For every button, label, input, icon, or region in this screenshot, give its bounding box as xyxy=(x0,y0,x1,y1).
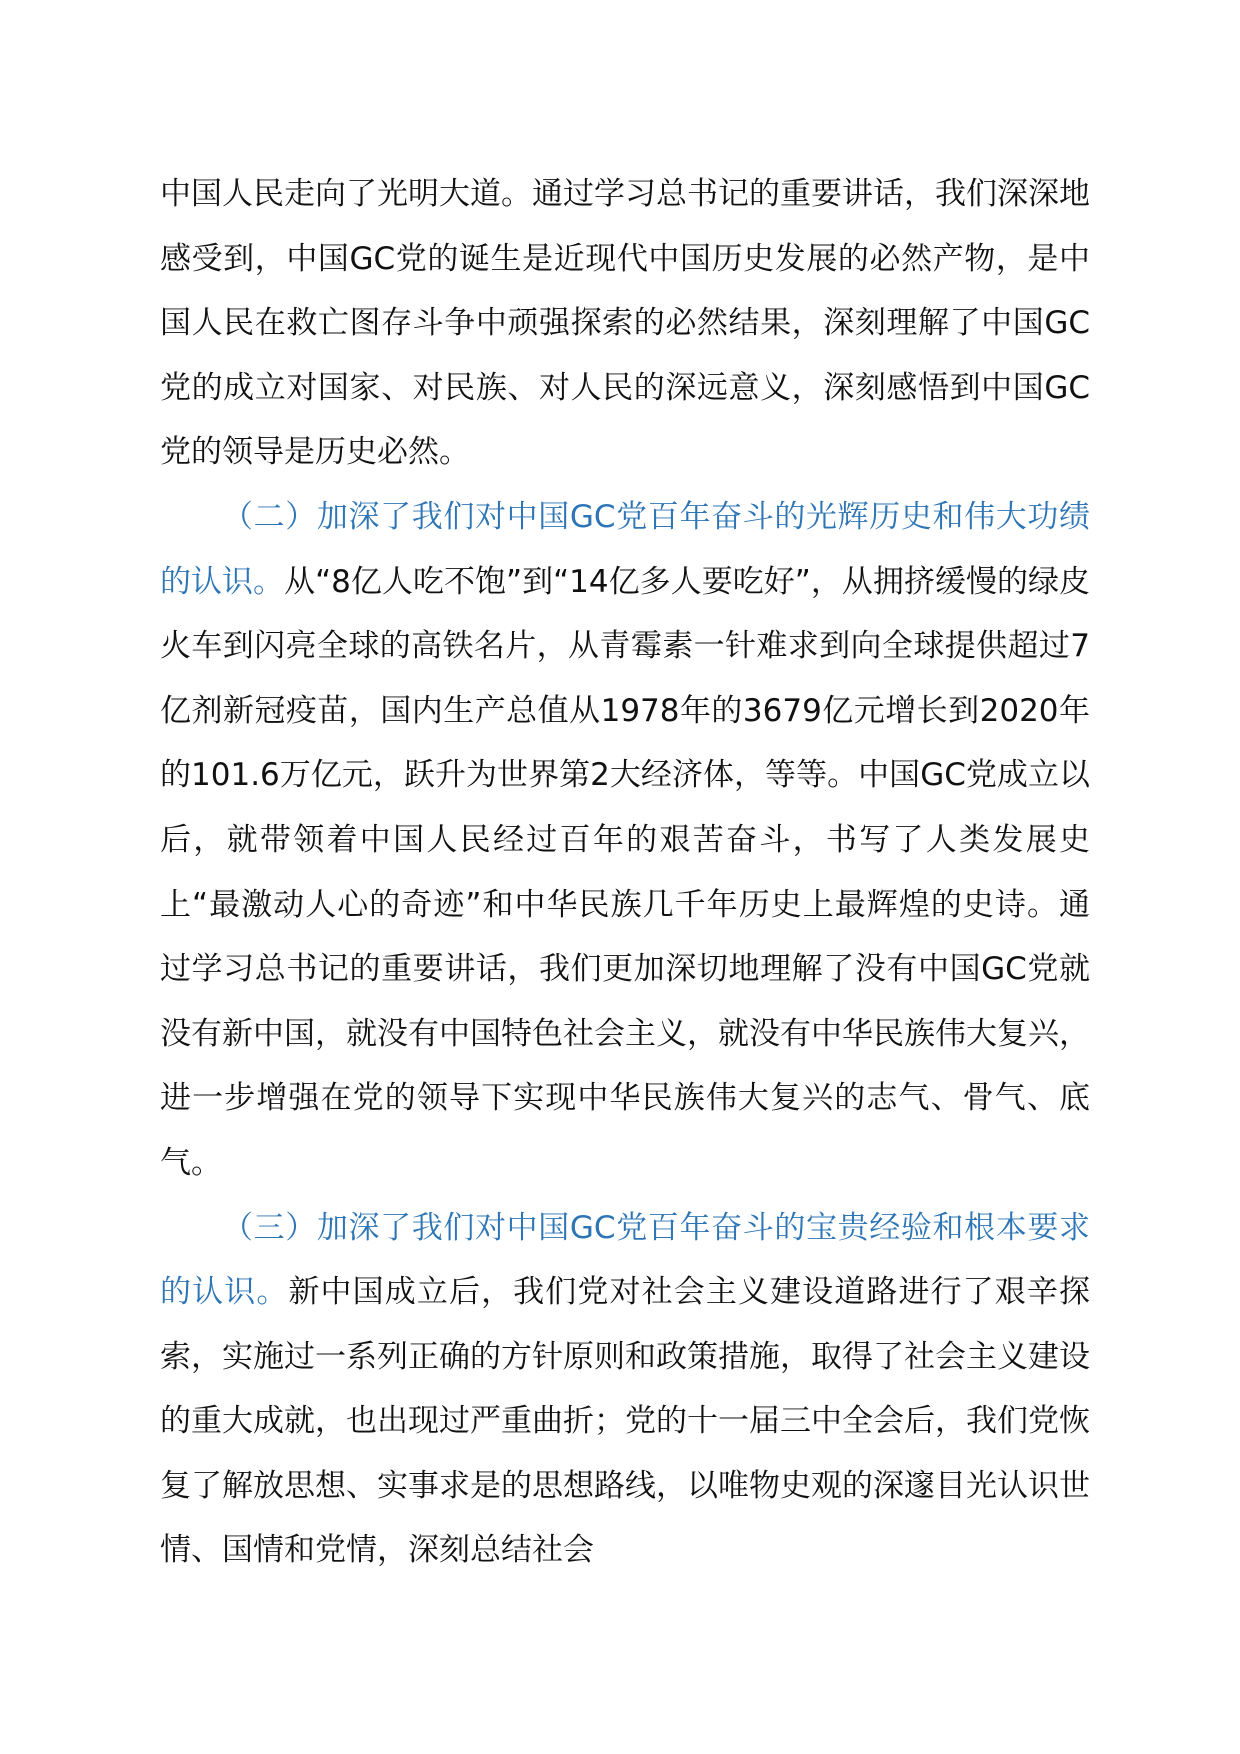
paragraph-3-text: 新中国成立后，我们党对社会主义建设道路进行了艰辛探索，实施过一系列正确的方针原则和政策措施，取得了社会主义建设的重大成就，也出现过严重曲折；党的十一届三中全会后，我们党恢复了解放思想、实事求是的思想路线，以唯物史观的深邃目光认识世情、国情和党情，深刻总结社会 xyxy=(160,1274,1091,1569)
paragraph-1 xyxy=(160,162,1090,485)
section-heading-3: （三）加深了我们对中国GC党百年奋斗的宝贵经验和根本要求的认识。 xyxy=(160,1209,1090,1311)
section-heading-2: （二）加深了我们对中国GC党百年奋斗的光辉历史和伟大功绩的认识。 xyxy=(160,498,1090,600)
paragraph-3 xyxy=(160,1196,1090,1584)
paragraph-2-text: 从“8亿人吃不饱”到“14亿多人要吃好”，从拥挤缓慢的绿皮火车到闪亮全球的高铁名片，从青霉素一针难求到向全球提供超过7亿剂新冠疫苗，国内生产总值从1978年的3679亿元增长到2020年的101.6万亿元，跃升为世界第2大经济体，等等。中国GC党成立以后，就带领着中国人民经过百年的艰苦奋斗，书写了人类发展史上“最激动人心的奇迹”和中华民族几千年历史上最辉煌的史诗。通过学习总书记的重要讲话，我们更加深切地理解了没有中国GC党就没有新中国，就没有中国特色社会主义，就没有中华民族伟大复兴，进一步增强在党的领导下实现中华民族伟大复兴的志气、骨气、底气。 xyxy=(160,563,1090,1181)
paragraph-2 xyxy=(160,485,1090,1196)
document-body xyxy=(160,162,1090,1583)
paragraph-1-text: 中国人民走向了光明大道。通过学习总书记的重要讲话，我们深深地感受到，中国GC党的诞生是近现代中国历史发展的必然产物，是中国人民在救亡图存斗争中顽强探索的必然结果，深刻理解了中国GC党的成立对国家、对民族、对人民的深远意义，深刻感悟到中国GC党的领导是历史必然。 xyxy=(160,176,1090,471)
